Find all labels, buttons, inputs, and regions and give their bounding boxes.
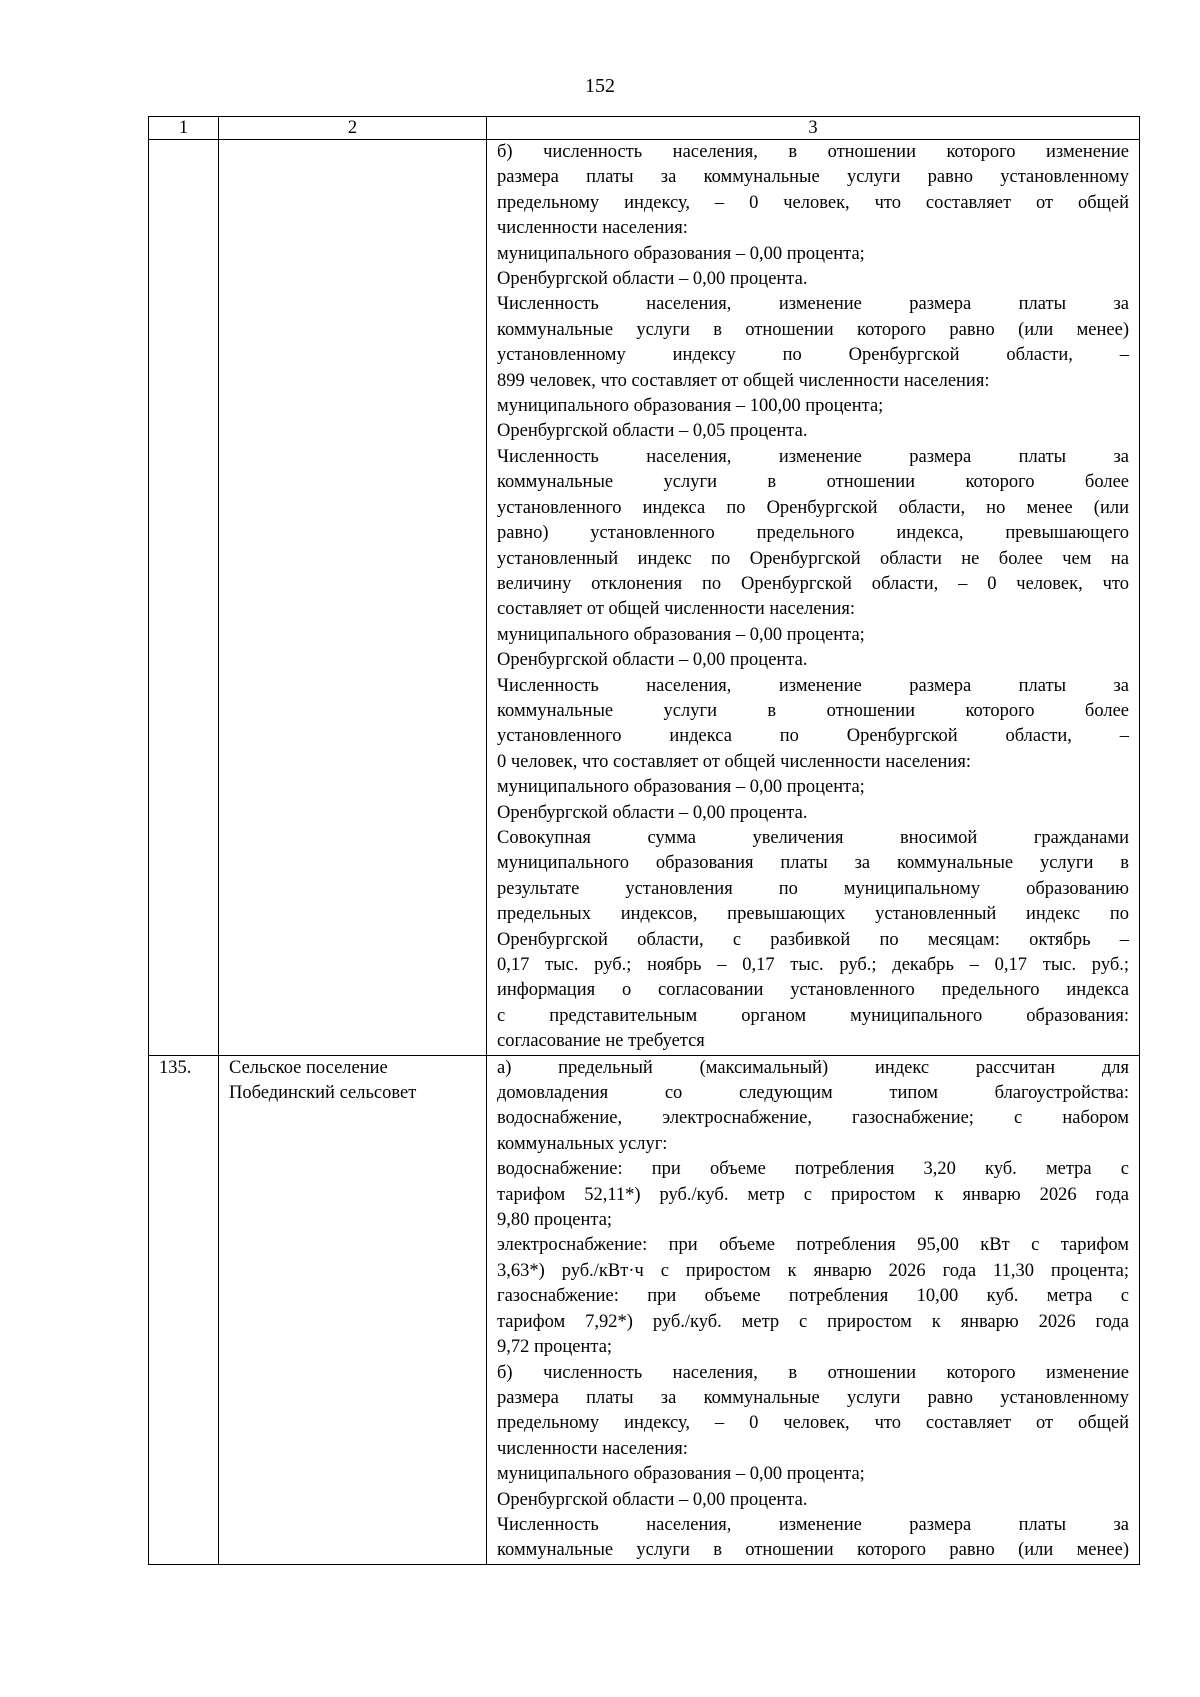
text-line: Численность населения, изменение размера платы за [497, 675, 1129, 696]
text-line: 9,80 процента; [497, 1210, 613, 1231]
text-line: муниципального образования – 0,00 процента; [497, 777, 865, 798]
text-line: Численность населения, изменение размера платы за [497, 446, 1129, 467]
text-line: установленному индексу по Оренбургской области, – [497, 345, 1129, 366]
settlement-name-cell [219, 1055, 487, 1564]
text-line: Оренбургской области, с разбивкой по месяцам: октябрь – [497, 929, 1129, 950]
text-line: муниципального образования – 0,00 процента; [497, 243, 865, 264]
table-header-row [149, 117, 1140, 140]
text-line: предельному индексу, – 0 человек, что составляет от общей [497, 192, 1129, 213]
text-line: а) предельный (максимальный) индекс рассчитан для [497, 1057, 1129, 1078]
text-line: размера платы за коммунальные услуги равно установленному [497, 1387, 1129, 1408]
text-line: водоснабжение: при объеме потребления 3,20 куб. метра с [497, 1159, 1129, 1180]
row-number-cell [149, 140, 219, 1056]
text-line: 9,72 процента; [497, 1337, 613, 1358]
text-line: б) численность населения, в отношении которого изменение [497, 1362, 1129, 1383]
row-text-cell [487, 1055, 1140, 1564]
text-line: равно) установленного предельного индекса, превышающего [497, 523, 1129, 544]
document-table [148, 116, 1140, 1565]
text-line: величину отклонения по Оренбургской области, – 0 человек, что [497, 573, 1129, 594]
text-line: составляет от общей численности населения: [497, 599, 856, 620]
text-line: муниципального образования – 0,00 процента; [497, 624, 865, 645]
text-line: установленного индекса по Оренбургской области, – [497, 726, 1129, 747]
row-text-cell [487, 140, 1140, 1056]
text-line: электроснабжение: при объеме потребления 95,00 кВт с тарифом [497, 1235, 1129, 1256]
text-line: домовладения со следующим типом благоустройства: [497, 1083, 1129, 1104]
text-line: газоснабжение: при объеме потребления 10,00 куб. метра с [497, 1286, 1129, 1307]
row-b-lines [497, 1056, 1129, 1564]
text-line: Численность населения, изменение размера платы за [497, 294, 1129, 315]
text-line: Совокупная сумма увеличения вносимой гражданами [497, 827, 1129, 848]
text-line: предельных индексов, превышающих установленный индекс по [497, 904, 1129, 925]
text-line: численности населения: [497, 218, 688, 239]
text-line: 899 человек, что составляет от общей численности населения: [497, 370, 990, 391]
settlement-name-cell [219, 140, 487, 1056]
text-line: 3,63*) руб./кВт·ч с приростом к январю 2026 года 11,30 процента; [497, 1260, 1129, 1281]
text-line: информация о согласовании установленного предельного индекса [497, 980, 1129, 1001]
text-line: с представительным органом муниципального образования: [497, 1005, 1129, 1026]
text-line: численности населения: [497, 1438, 688, 1459]
header-col-1: 1 [149, 117, 219, 140]
text-line: коммунальные услуги в отношении которого более [497, 472, 1129, 493]
row-number-cell: 135. [149, 1055, 219, 1564]
text-line: Оренбургской области – 0,00 процента. [497, 802, 808, 823]
row-a-lines [497, 140, 1129, 1055]
text-line: коммунальные услуги в отношении которого равно (или менее) [497, 319, 1129, 340]
settlement-name-line-2: Побединский сельсовет [229, 1083, 417, 1104]
text-line: Оренбургской области – 0,05 процента. [497, 421, 808, 442]
text-line: установленного индекса по Оренбургской области, но менее (или [497, 497, 1129, 518]
text-line: муниципального образования – 100,00 процента; [497, 396, 884, 417]
text-line: Оренбургской области – 0,00 процента. [497, 650, 808, 671]
text-line: коммунальные услуги в отношении которого равно (или менее) [497, 1540, 1129, 1561]
text-line: Численность населения, изменение размера платы за [497, 1514, 1129, 1535]
text-line: водоснабжение, электроснабжение, газоснабжение; с набором [497, 1108, 1129, 1129]
page-number: 152 [585, 75, 615, 97]
text-line: размера платы за коммунальные услуги равно установленному [497, 167, 1129, 188]
text-line: тарифом 52,11*) руб./куб. метр с приростом к январю 2026 года [497, 1184, 1129, 1205]
header-col-2: 2 [219, 117, 487, 140]
text-line: коммунальных услуг: [497, 1133, 668, 1154]
table-row-continuation [149, 140, 1140, 1056]
text-line: коммунальные услуги в отношении которого более [497, 700, 1129, 721]
text-line: 0 человек, что составляет от общей численности населения: [497, 751, 971, 772]
table-row-135 [149, 1055, 1140, 1564]
settlement-name-line-1: Сельское поселение [229, 1057, 388, 1078]
text-line: предельному индексу, – 0 человек, что составляет от общей [497, 1413, 1129, 1434]
text-line: Оренбургской области – 0,00 процента. [497, 1489, 808, 1510]
text-line: установленный индекс по Оренбургской области не более чем на [497, 548, 1129, 569]
text-line: Оренбургской области – 0,00 процента. [497, 269, 808, 290]
text-line: муниципального образования – 0,00 процента; [497, 1464, 865, 1485]
text-line: 0,17 тыс. руб.; ноябрь – 0,17 тыс. руб.; декабрь – 0,17 тыс. руб.; [497, 955, 1129, 975]
text-line: муниципального образования платы за коммунальные услуги в [497, 853, 1129, 874]
text-line: б) численность населения, в отношении которого изменение [497, 142, 1129, 162]
text-line: тарифом 7,92*) руб./куб. метр с приростом к январю 2026 года [497, 1311, 1129, 1332]
text-line: результате установления по муниципальному образованию [497, 878, 1129, 899]
text-line: согласование не требуется [497, 1031, 705, 1052]
header-col-3: 3 [487, 117, 1140, 140]
